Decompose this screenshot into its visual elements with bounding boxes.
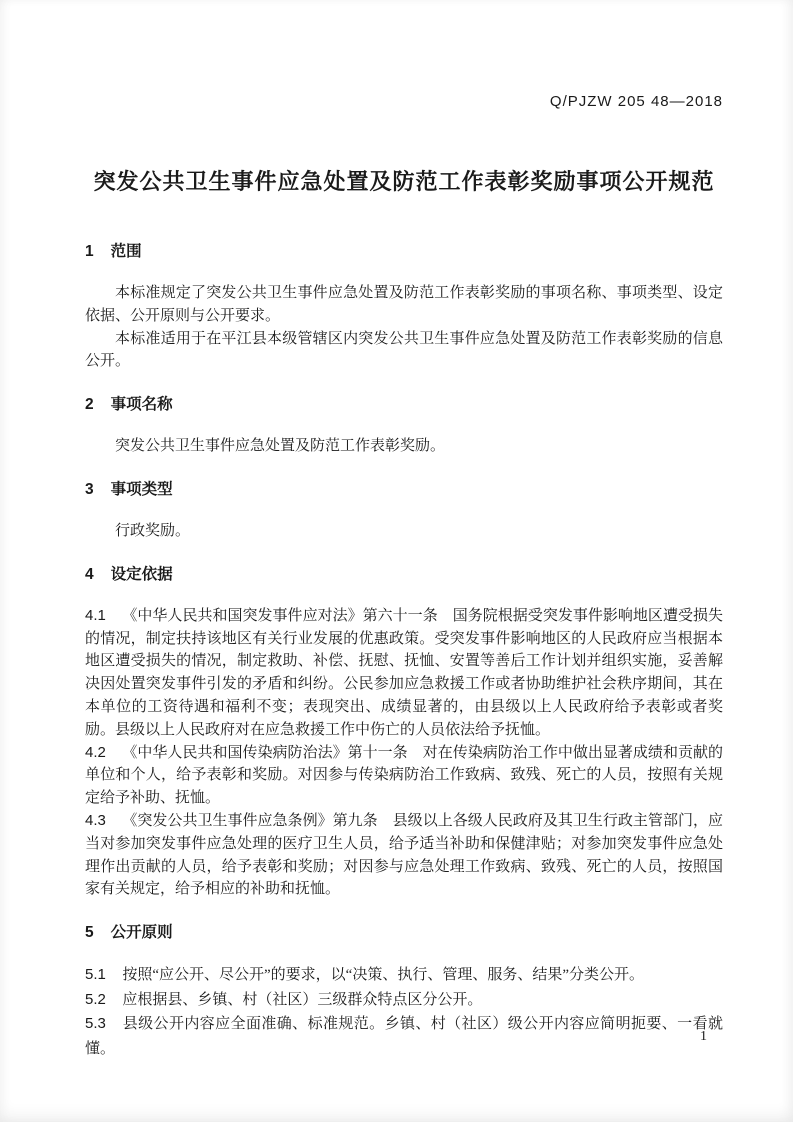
section-5-body [85,963,723,1061]
section-1-paragraph-1: 本标准规定了突发公共卫生事件应急处置及防范工作表彰奖励的事项名称、事项类型、设定依据、公开原则与公开要求。 [85,285,723,324]
section-5-heading [85,923,723,943]
clause-4-3-text: 《突发公共卫生事件应急条例》第九条 县级以上各级人民政府及其卫生行政主管部门，应当对参加突发事件应急处理的医疗卫生人员，给予适当补助和保健津贴；对参加突发事件应急处理作出贡献的人员，给予表彰和奖励；对因参与应急处理工作致病、致残、死亡的人员，按照国家有关规定，给予相应的补助和抚恤。 [85,812,723,898]
clause-5-1-text: 按照“应公开、尽公开”的要求，以“决策、执行、管理、服务、结果”分类公开。 [122,967,644,984]
document-title: 突发公共卫生事件应急处置及防范工作表彰奖励事项公开规范 [93,169,715,194]
section-2-title: 事项名称 [110,396,173,414]
section-1-heading [85,242,723,262]
section-4-number: 4 [85,565,94,583]
clause-4-2-number: 4.2 [85,743,106,761]
section-1-number: 1 [85,243,94,260]
page-number: 1 [700,1029,707,1044]
clause-5-3-text: 县级公开内容应全面准确、标准规范。乡镇、村（社区）级公开内容应简明扼要、一看就懂。 [85,1016,723,1057]
clause-5-2-number: 5.2 [85,990,106,1008]
section-5-number: 5 [85,924,94,942]
clause-5-1 [85,963,723,988]
clause-5-2-text: 应根据县、乡镇、村（社区）三级群众特点区分公开。 [122,991,483,1008]
section-1-title: 范围 [110,243,142,260]
section-5-title: 公开原则 [110,924,173,942]
section-4-body [85,605,723,901]
section-2-heading [85,395,723,415]
clause-4-3-number: 4.3 [85,811,106,829]
section-3-heading [85,480,723,500]
clause-4-1-text: 《中华人民共和国突发事件应对法》第六十一条 国务院根据受突发事件影响地区遭受损失的情况，制定扶持该地区有关行业发展的优惠政策。受突发事件影响地区的人民政府应当根据本地区遭受损失的情况，制定救助、补偿、抚慰、抚恤、安置等善后工作计划并组织实施，妥善解决因处置突发事件引发的矛盾和纠纷。公民参加应急救援工作或者协助维护社会秩序期间，其在本单位的工资待遇和福利不变；表现突出、成绩显著的，由县级以上人民政府给予表彰或者奖励。县级以上人民政府对在应急救援工作中伤亡的人员依法给予抚恤。 [85,607,723,738]
section-4-heading [85,565,723,585]
clause-4-3 [85,810,723,901]
standard-code: Q/PJZW 205 48—2018 [549,93,723,110]
section-4-title: 设定依据 [110,565,173,583]
section-3-title: 事项类型 [110,480,173,498]
clause-4-1-number: 4.1 [85,606,106,624]
section-2-number: 2 [85,396,94,414]
section-1-paragraph-2: 本标准适用于在平江县本级管辖区内突发公共卫生事件应急处置及防范工作表彰奖励的信息公开。 [85,330,723,370]
clause-5-2 [85,988,723,1013]
clause-5-3 [85,1012,723,1061]
clause-4-2 [85,742,723,810]
clause-5-1-number: 5.1 [85,966,106,984]
clause-4-2-text: 《中华人民共和国传染病防治法》第十一条 对在传染病防治工作中做出显著成绩和贡献的单位和个人，给予表彰和奖励。对因参与传染病防治工作致病、致残、死亡的人员，按照有关规定给予补助、抚恤。 [85,744,723,807]
section-3-paragraph-1: 行政奖励。 [115,522,191,539]
section-2-paragraph-1: 突发公共卫生事件应急处置及防范工作表彰奖励。 [115,438,446,455]
clause-4-1 [85,605,723,742]
clause-5-3-number: 5.3 [85,1015,106,1033]
section-3-number: 3 [85,480,94,498]
